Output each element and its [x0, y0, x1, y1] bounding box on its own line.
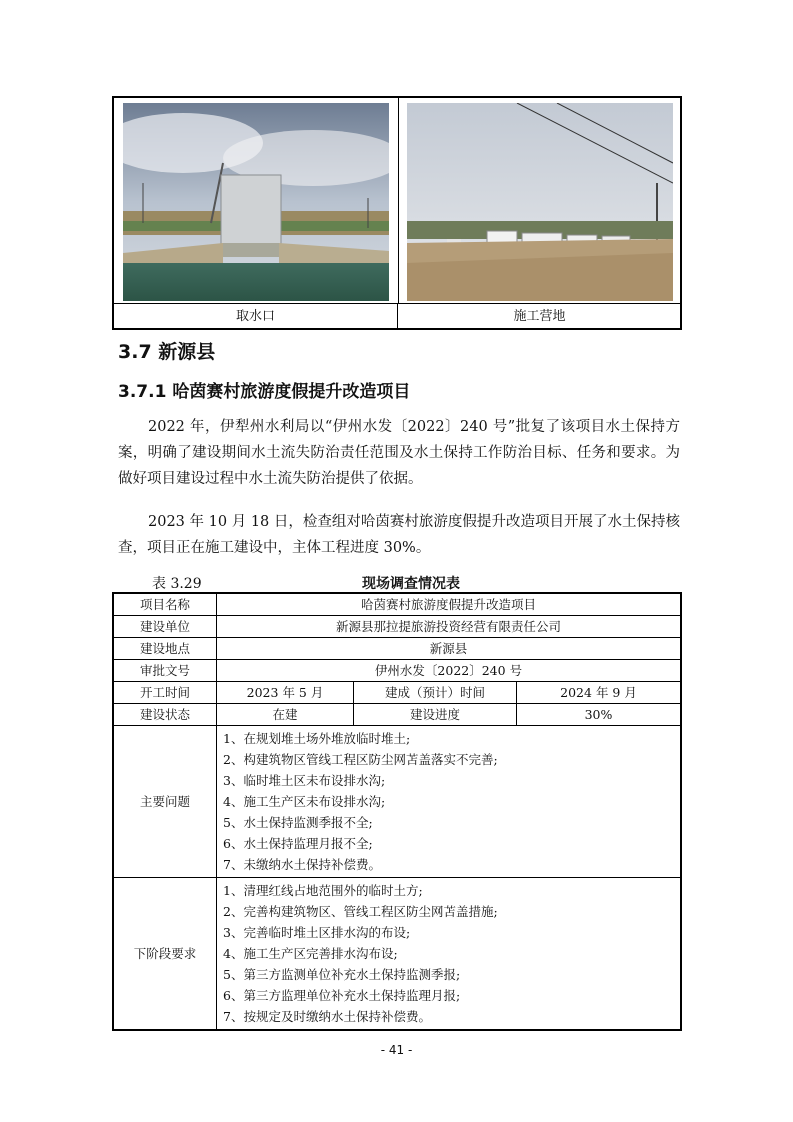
- paragraph-inspection: 2023 年 10 月 18 日，检查组对哈茵赛村旅游度假提升改造项目开展了水土保持核查，项目正在施工建设中，主体工程进度 30%。: [118, 514, 680, 556]
- photo-table: [112, 96, 682, 330]
- table-row: [113, 704, 681, 726]
- unit-value: 新源县那拉提旅游投资经营有限责任公司: [217, 616, 682, 638]
- subsection-heading: 3.7.1 哈茵赛村旅游度假提升改造项目: [118, 382, 411, 402]
- table-row: [113, 616, 681, 638]
- list-item: 6、第三方监理单位补充水土保持监理月报;: [223, 988, 461, 1003]
- list-item: 2、构建筑物区管线工程区防尘网苫盖落实不完善;: [223, 752, 498, 767]
- table-title: 现场调查情况表: [362, 576, 460, 592]
- problems-list: [217, 726, 682, 878]
- status-value: 在建: [217, 704, 354, 726]
- table-row: [113, 638, 681, 660]
- status-label: 建设状态: [113, 704, 217, 726]
- paragraph-approval: 2022 年，伊犁州水利局以“伊州水发〔2022〕240 号”批复了该项目水土保持方案，明确了建设期间水土流失防治责任范围及水土保持工作防治目标、任务和要求。为做好项目建设过程中水土流失防治提供了依据。: [118, 419, 680, 487]
- section-heading: 3.7 新源县: [118, 341, 216, 363]
- water-intake-photo: [123, 103, 389, 301]
- location-value: 新源县: [217, 638, 682, 660]
- list-item: 2、完善构建筑物区、管线工程区防尘网苫盖措施;: [223, 904, 498, 919]
- approval-label: 审批文号: [113, 660, 217, 682]
- unit-label: 建设单位: [113, 616, 217, 638]
- table-number: 表 3.29: [152, 576, 202, 592]
- list-item: 7、未缴纳水土保持补偿费。: [223, 857, 381, 872]
- list-item: 1、清理红线占地范围外的临时土方;: [223, 883, 423, 898]
- project-name-value: 哈茵赛村旅游度假提升改造项目: [217, 593, 682, 616]
- photo-cell-water-intake: [114, 98, 399, 303]
- table-row: [113, 682, 681, 704]
- location-label: 建设地点: [113, 638, 217, 660]
- water-intake-caption: 取水口: [114, 304, 398, 329]
- table-row: [113, 878, 681, 1031]
- list-item: 3、临时堆土区未布设排水沟;: [223, 773, 386, 788]
- start-label: 开工时间: [113, 682, 217, 704]
- finish-label: 建成（预计）时间: [354, 682, 517, 704]
- list-item: 7、按规定及时缴纳水土保持补偿费。: [223, 1009, 431, 1024]
- list-item: 4、施工生产区完善排水沟布设;: [223, 946, 398, 961]
- list-item: 4、施工生产区未布设排水沟;: [223, 794, 386, 809]
- table-row: [113, 593, 681, 616]
- requirements-label: 下阶段要求: [113, 878, 217, 1031]
- list-item: 5、水土保持监测季报不全;: [223, 815, 373, 830]
- finish-value: 2024 年 9 月: [517, 682, 682, 704]
- start-value: 2023 年 5 月: [217, 682, 354, 704]
- table-row: [113, 726, 681, 878]
- requirements-list: [217, 878, 682, 1031]
- project-name-label: 项目名称: [113, 593, 217, 616]
- problems-label: 主要问题: [113, 726, 217, 878]
- table-row: [113, 660, 681, 682]
- list-item: 3、完善临时堆土区排水沟的布设;: [223, 925, 411, 940]
- page-number: - 41 -: [380, 1043, 413, 1057]
- list-item: 5、第三方监测单位补充水土保持监测季报;: [223, 967, 461, 982]
- progress-label: 建设进度: [354, 704, 517, 726]
- photo-caption-row: [114, 303, 680, 329]
- construction-camp-photo: [407, 103, 673, 301]
- photo-cell-construction-camp: [399, 98, 684, 303]
- list-item: 1、在规划堆土场外堆放临时堆土;: [223, 731, 411, 746]
- survey-table: [112, 592, 682, 1031]
- approval-value: 伊州水发〔2022〕240 号: [217, 660, 682, 682]
- progress-value: 30%: [517, 704, 682, 726]
- list-item: 6、水土保持监理月报不全;: [223, 836, 373, 851]
- construction-camp-caption: 施工营地: [513, 309, 566, 324]
